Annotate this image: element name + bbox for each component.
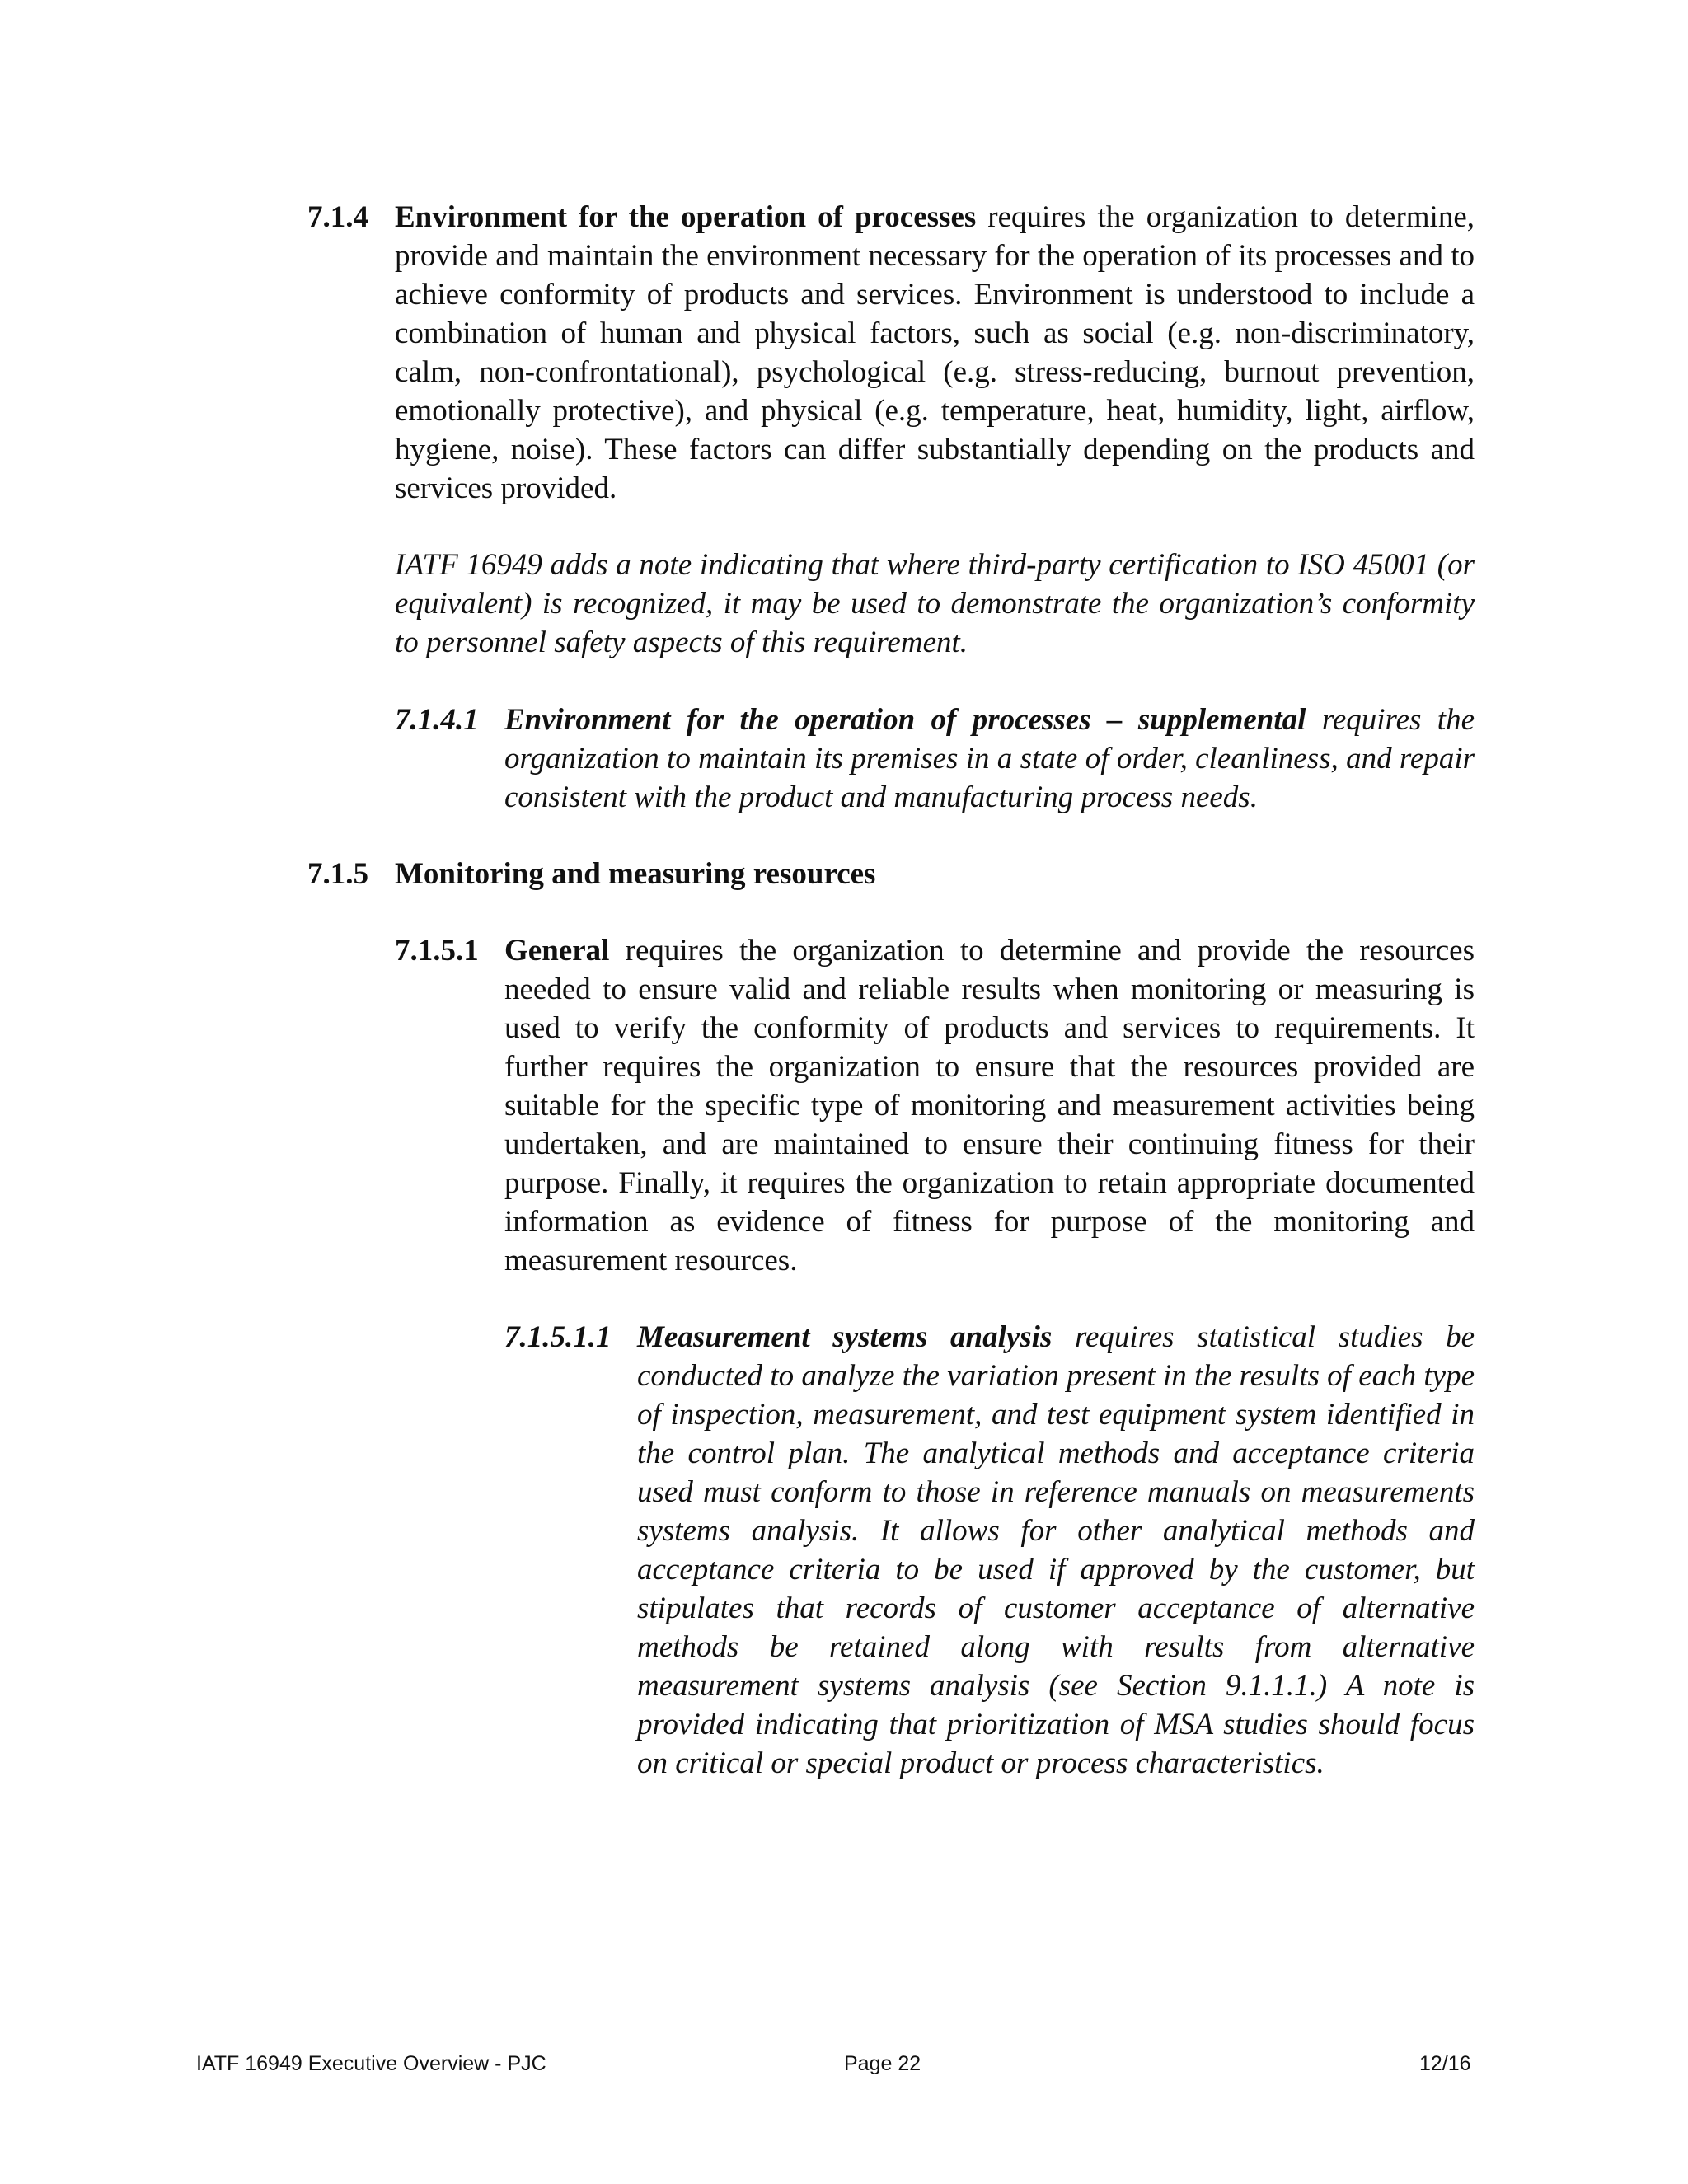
- footer-date: 12/16: [1419, 2052, 1471, 2075]
- section-7141-number: 7.1.4.1: [395, 703, 479, 737]
- section-714-number: 7.1.4: [307, 200, 368, 234]
- section-7151-title: General: [504, 934, 610, 968]
- section-71511-paragraph: [637, 1318, 1475, 1783]
- section-714-note: IATF 16949 adds a note indicating that where third-party certification to ISO 45001 (or equivalent) is recognized, it may be used to demonstrate the organization’s conformity to personnel safety aspects of this requirement.: [395, 548, 1475, 659]
- section-71511-title: Measurement systems analysis: [637, 1320, 1053, 1354]
- section-715-title: Monitoring and measuring resources: [395, 857, 876, 891]
- section-7151-paragraph: [504, 931, 1475, 1280]
- section-714-title: Environment for the operation of processes: [395, 200, 977, 234]
- section-71511-body: requires statistical studies be conducted to analyze the variation present in the results of each type of inspection, measurement, and test equipment system identified in the control plan. The analytical methods and acceptance criteria used must conform to those in reference manuals on measurements systems analysis. It allows for other analytical methods and acceptance criteria to be used if approved by the customer, but stipulates that records of customer acceptance of alternative methods be retained along with results from alternative measurement systems analysis (see Section 9.1.1.1.) A note is provided indicating that prioritization of MSA studies should focus on critical or special product or process characteristics.: [637, 1320, 1475, 1780]
- section-714-paragraph: [395, 198, 1475, 508]
- section-714-body: requires the organization to determine, provide and maintain the environment necessary for the operation of its processes and to achieve conformity of products and services. Environment is understood to include a combination of human and physical factors, such as social (e.g. non-discriminatory, calm, non-confrontational), psychological (e.g. stress-reducing, burnout prevention, emotionally protective), and physical (e.g. temperature, heat, humidity, light, airflow, hygiene, noise). These factors can differ substantially depending on the products and services provided.: [395, 200, 1475, 505]
- section-7151-number: 7.1.5.1: [395, 934, 479, 968]
- section-7141-paragraph: [504, 701, 1475, 817]
- section-71511-number: 7.1.5.1.1: [504, 1320, 612, 1354]
- footer-document-title: IATF 16949 Executive Overview - PJC: [196, 2052, 546, 2075]
- section-7151-body: requires the organization to determine and provide the resources needed to ensure valid and reliable results when monitoring or measuring is used to verify the conformity of products and services to requirements. It further requires the organization to ensure that the resources provided are suitable for the specific type of monitoring and measurement activities being undertaken, and are maintained to ensure their continuing fitness for their purpose. Finally, it requires the organization to retain appropriate documented information as evidence of fitness for purpose of the monitoring and measurement resources.: [504, 934, 1475, 1277]
- footer-page-number: Page 22: [844, 2052, 921, 2075]
- section-7141-body: requires the organization to maintain its premises in a state of order, cleanliness, and repair consistent with the product and manufacturing process needs.: [504, 703, 1475, 814]
- section-7141-title: Environment for the operation of processes – supplemental: [504, 703, 1306, 737]
- section-715-number: 7.1.5: [307, 857, 368, 891]
